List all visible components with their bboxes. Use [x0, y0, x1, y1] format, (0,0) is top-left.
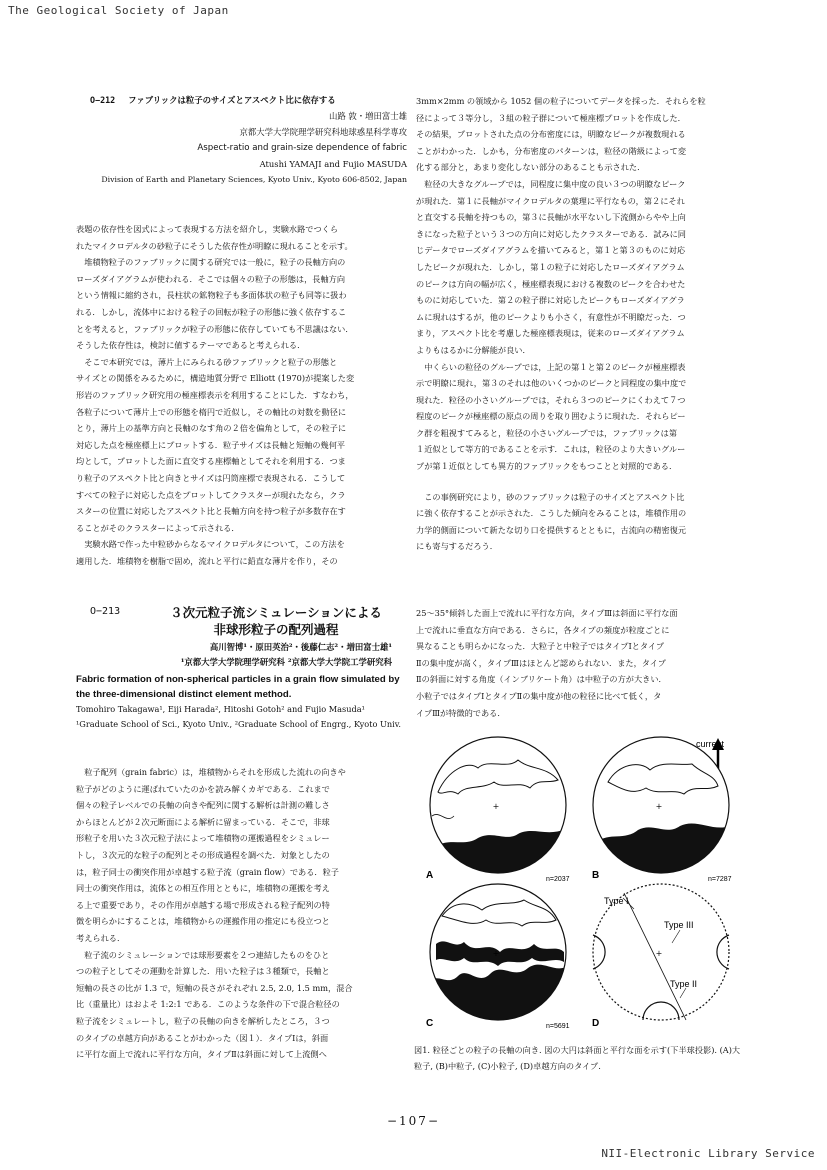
text-line: に強く依存することが示された．こうした傾向をみることは，堆積作用の [416, 508, 687, 519]
text-line: その結果，プロットされた点の分布密度には，明瞭なピークが複数現れる [416, 129, 686, 140]
svg-text:+: + [492, 949, 500, 958]
text-line: からほとんどが２次元断面による解析に留まっている．そこで，非球 [76, 816, 330, 827]
paper-213-authors-jp: 高川智博¹・原田英治²・後藤仁志²・増田富士雄¹ [209, 642, 392, 652]
paper-212-header [90, 92, 407, 188]
text-line: 形岩のファブリック研究用の極座標表示を利用することにした．すなわち， [76, 389, 354, 400]
text-line: この事例研究により，砂のファブリックは粒子のサイズとアスペクト比 [416, 491, 685, 502]
library-footer: NII-Electronic Library Service [601, 1147, 815, 1160]
text-line: 25〜35°傾斜した面上で流れに平行な方向，タイプⅢは斜面に平行な面 [416, 608, 678, 618]
text-line: とを考えると，ファブリックが粒子の形態に依存していても不思議はない． [76, 323, 354, 334]
paper-213-authors-en: Tomohiro Takagawa¹, Eiji Harada², Hitoshi Gotoh² and Fujio Masuda¹ [76, 704, 365, 714]
text-line: 中くらいの粒径のグループでは，上記の第１と第２のピークが極座標表 [416, 361, 686, 372]
panel-b-letter: B [592, 870, 600, 881]
panel-b-n: n=7287 [708, 876, 732, 883]
text-line: 程度のピークが極座標の原点の周りを取り囲むように現れた．それらピー [416, 411, 686, 422]
text-line: れたマイクロデルタの砂粒子にそうした依存性が明瞭に現れることを示す。 [76, 240, 353, 251]
type-ii-label: Type II [670, 979, 698, 989]
svg-text:+: + [492, 802, 500, 811]
type-i-label: Type I [604, 896, 629, 906]
text-line: 堆積物粒子のファブリックに関する研究では一般に，粒子の長軸方向の [76, 257, 346, 268]
text-line: 粒子配列（grain fabric）は，堆積物からそれを形成した流れの向きや [76, 767, 346, 777]
text-line: 粒子流をシミュレートし，粒子の長軸の向きを解析したところ，３つ [76, 1015, 330, 1026]
text-line: ものに対応していた．第２の粒子群に対応したピークもローズダイアグラ [416, 295, 685, 306]
paper-212-number: O−212 [90, 95, 116, 105]
text-line: という情報に縮約され，長柱状の鉱物粒子も多面体状の粒子も同等に扱わ [76, 290, 347, 301]
paper-212-title-jp: ファブリックは粒子のサイズとアスペクト比に依存する [128, 95, 336, 105]
text-line: 粒子がどのように運ばれていたのかを読み解くカギである．これまで [76, 783, 330, 794]
text-line: 上で流れに垂直な方向である．さらに，各タイプの頻度が粒度ごとに [416, 624, 670, 635]
text-line: きになった粒子という３つの方向に対応したクラスターである．試みに同 [416, 228, 686, 239]
text-line: 同士の衝突作用は，流体との相互作用とともに，堆積物の運搬を考え [76, 883, 330, 894]
text-line: とり，薄片上の基準方向と長軸のなす角の２倍を偏角として，その粒子に [76, 423, 347, 434]
text-line: したピークが現れた．しかし，第１の粒子に対応したローズダイアグラム [416, 261, 685, 272]
paper-212-title-line [90, 92, 407, 108]
text-line: よりもはるかに分解能が良い． [416, 344, 531, 355]
paper-212-right-column [416, 93, 746, 555]
text-line: そうした依存性は，検討に値するテーマであると考えられる． [76, 340, 306, 351]
type-iii-label: Type III [664, 920, 694, 930]
text-line: 徴を明らかにすることは，堆積物からの運搬作用の推定にも役立つと [76, 916, 330, 927]
text-line: プが第１近似としても異方的ファブリックをもつことと対照的である． [416, 461, 678, 472]
text-line: すべての粒子に対応した点をプロットしてクラスターが現れたなら，クラ [76, 489, 346, 500]
text-line: が現れた．第１に長軸がマイクロデルタの葉理に平行なもの，第２にそれ [416, 195, 685, 206]
text-line: 小粒子ではタイプⅠとタイプⅡの集中度が他の粒径に比べて低く，タ [416, 690, 662, 701]
panel-d-letter: D [592, 1018, 600, 1029]
text-line: 表題の依存性を図式によって表現する方法を紹介し，実験水路でつくら [76, 224, 339, 234]
text-line: 実験水路で作った中粒砂からなるマイクロデルタについて，この方法を [76, 539, 345, 550]
panel-a-n: n=2037 [546, 876, 570, 883]
text-line: は，粒子同士の衝突作用が卓越する粒子流（grain flow）である．粒子 [76, 866, 339, 877]
figure-1-graphic [418, 730, 748, 1040]
paper-212-authors-jp: 山路 敦・増田富士雄 [328, 111, 407, 121]
text-line: ク群を粗視すてみると，粒径の小さいグループでは，ファブリックは第 [416, 427, 678, 438]
svg-text:+: + [655, 949, 663, 958]
text-line: 各粒子について薄片上での形態を楕円で近似し，その軸比の対数を動径に [76, 406, 347, 417]
text-line: 考えられる． [76, 932, 126, 943]
paper-213-number: O−213 [90, 606, 121, 617]
text-line: じデータでローズダイアグラムを描いてみると，第１と第３のものに対応 [416, 245, 686, 256]
page-number: −107− [386, 1114, 440, 1128]
text-line: 径によって３等分し，３組の粒子群について極座標プロットを作成した． [416, 112, 686, 123]
svg-text:+: + [655, 802, 663, 811]
current-label: current [696, 739, 725, 749]
panel-c-letter: C [426, 1018, 434, 1029]
text-line: １近似として等方的であることを示す．これは，粒径のより大きいグルー [416, 444, 686, 455]
text-line: れる．しかし，流体中における粒子の回転が粒子の形態に強く依存するこ [76, 306, 347, 317]
text-line: Ⅱの集中度が高く，タイプⅢはほとんど認められない．また，タイプ [416, 657, 666, 668]
text-line [416, 475, 746, 489]
paper-213-left-column [76, 764, 406, 1063]
paper-213-title-en: Fabric formation of non-spherical particles in a grain flow simulated by the three-dimensional distinct element method. [76, 674, 400, 700]
text-line: 比（重量比）はおよそ 1:2:1 である．このような条件の下で混合粒径の [76, 999, 340, 1010]
text-line: 短軸の長さの比が 1.3 で，短軸の長さがそれぞれ 2.5, 2.0, 1.5 mm，混合 [76, 982, 353, 993]
text-line: 現れた．粒径の小さいグループでは，それら３つのピークにくわえて７つ [416, 394, 686, 405]
paper-213-title-jp-2: 非球形粒子の配列過程 [213, 622, 339, 637]
paper-212-title-en: Aspect-ratio and grain-size dependence of fabric [197, 143, 407, 153]
panel-c-n: n=5691 [546, 1023, 570, 1030]
text-line: のタイプの卓越方向があることがわかった（図１）．タイプⅠは，斜面 [76, 1032, 329, 1043]
text-line: 粒子流のシミュレーションでは球形要素を２つ連結したものをひと [76, 949, 330, 960]
text-line: ムに現れはするが，他のピークよりも小さく，有意性が不明瞭だった．つ [416, 311, 686, 322]
text-line: 異なることも明らかになった．大粒子と中粒子ではタイプⅠとタイプ [416, 641, 665, 652]
text-line: に平行な面上で流れに平行な方向，タイプⅡは斜面に対して上流側へ [76, 1049, 327, 1060]
text-line: そこで本研究では，薄片上にみられる砂ファブリックと粒子の形態と [76, 356, 338, 367]
text-line: 化する部分と，あまり変化しない部分のあることも示された． [416, 162, 646, 173]
text-line: 均として，プロットした面に直交する座標軸としてそれを利用する．つま [76, 456, 346, 467]
paper-213-right-column [416, 605, 746, 721]
paper-213-header [76, 604, 416, 732]
text-line: のピークは方向の幅が広く，極座標表現における複数のピークを合わせた [416, 278, 686, 289]
text-line: 力学的側面について新たな切り口を提供するとともに，古流向の精密復元 [416, 524, 687, 535]
text-line: 対応した点を極座標上にプロットする．粒子サイズは長軸と短軸の幾何平 [76, 439, 346, 450]
paper-212-left-column [76, 221, 406, 569]
paper-212-affil-en: Division of Earth and Planetary Sciences, Kyoto Univ., Kyoto 606-8502, Japan [101, 175, 407, 184]
text-line: 適用した．堆積物を樹脂で固め，流れと平行に鉛直な薄片を作り，その [76, 555, 338, 566]
text-line: にも寄与するだろう． [416, 541, 498, 552]
text-line: スターの位置に対応したアスペクト比と長軸方向を持つ粒子が多数存在す [76, 506, 346, 517]
text-line: と直交する長軸を持つもの，第３に長軸が水平ないし下流側からやや上向 [416, 212, 686, 223]
text-line: ることがそのクラスターによって示される． [76, 522, 240, 533]
text-line: 粒径の大きなグループでは，同程度に集中度の良い３つの明瞭なピーク [416, 178, 686, 189]
paper-213-affil-en: ¹Graduate School of Sci., Kyoto Univ., ²Graduate School of Engrg., Kyoto Univ. [76, 719, 402, 729]
text-line: Ⅱの斜面に対する角度（インブリケート角）は中粒子の方が大きい． [416, 674, 667, 685]
text-line: 示で明瞭に現れ，第３のそれは他のいくつかのピークと同程度の集中度で [416, 378, 687, 389]
paper-213-affil-jp: ¹京都大学大学院理学研究科 ²京都大学大学院工学研究科 [180, 657, 392, 667]
text-line: り粒子のアスペクト比と向きとサイズは円筒座標で表現される．こうして [76, 472, 346, 483]
text-line: ローズダイアグラムが使われる．そこでは個々の粒子の形態は，長軸方向 [76, 273, 346, 284]
figure-1-caption: 図1. 粒径ごとの粒子の長軸の向き. 図の大円は斜面と平行な面を示す(下半球投影). (A)大粒子, (B)中粒子, (C)小粒子, (D)卓越方向のタイプ. [414, 1045, 741, 1071]
text-line: 個々の粒子レベルでの長軸の向きや配列に関する解析は計測の難しさ [76, 800, 330, 811]
panel-a-letter: A [426, 870, 434, 881]
text-line: 3mm×2mm の領域から 1052 個の粒子についてデータを採った．それらを粒 [416, 96, 706, 106]
text-line: まり，アスペクト比を考慮した極座標表現は，従来のローズダイアグラム [416, 328, 685, 339]
text-line: ことがわかった．しかも，分布密度のパターンは，粒径の階級によって変 [416, 145, 687, 156]
paper-213-title-jp-1: ３次元粒子流シミュレーションによる [170, 605, 382, 620]
figure-1 [418, 730, 748, 1040]
text-line: る上で重要であり，その作用が卓越する場で形成される粒子配列の特 [76, 899, 330, 910]
paper-212-authors-en: Atushi YAMAJI and Fujio MASUDA [259, 159, 407, 169]
society-header: The Geological Society of Japan [8, 4, 229, 17]
text-line: トし，３次元的な粒子の配列とその形成過程を調べた．対象としたの [76, 849, 330, 860]
text-line: イプⅢが特徴的である． [416, 707, 506, 718]
paper-212-affil-jp: 京都大学大学院理学研究科地球惑星科学専攻 [239, 127, 407, 137]
text-line: つの粒子としてその運動を計算した．用いた粒子は３種類で，長軸と [76, 966, 330, 977]
text-line: サイズとの関係をみるために，構造地質分野で Elliott (1970)が提案した変 [76, 373, 355, 384]
text-line: 形粒子を用いた３次元粒子法によって堆積物の運搬過程をシミュレー [76, 833, 330, 844]
